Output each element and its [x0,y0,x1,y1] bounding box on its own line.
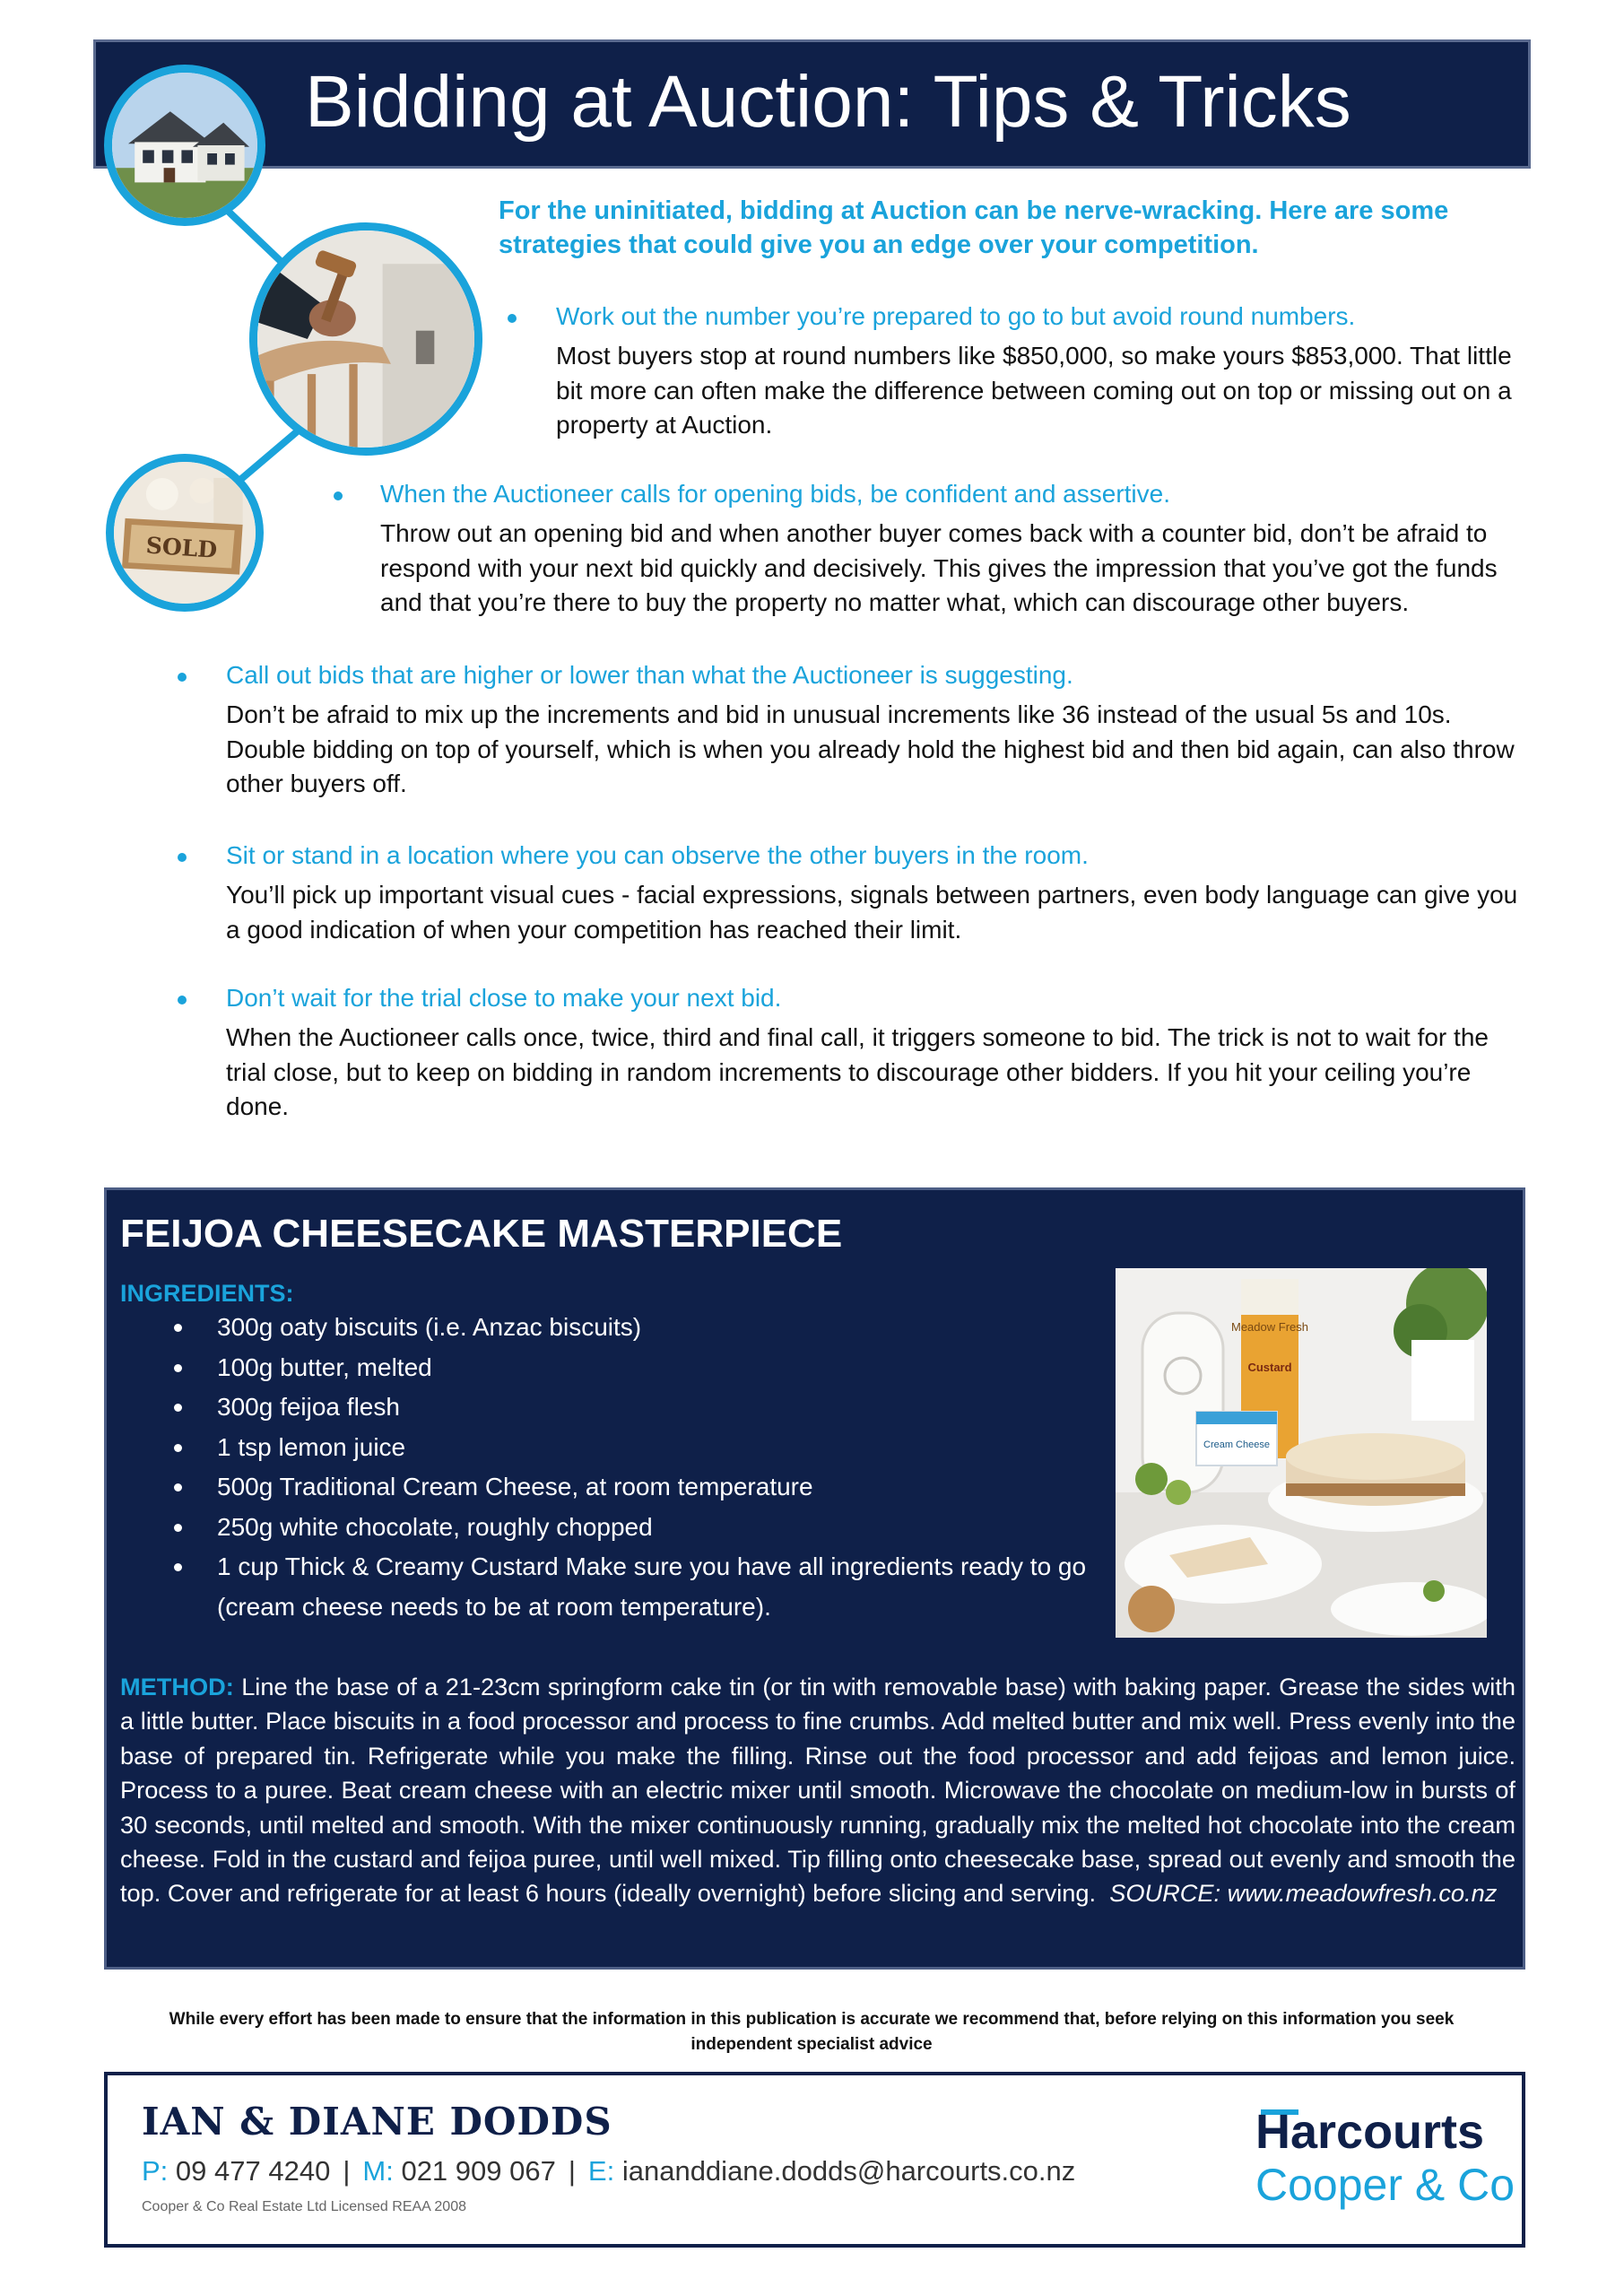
carton-product-text: Custard [1247,1361,1292,1374]
bullet-icon [174,1563,182,1571]
ingredient-item: 100g butter, melted [174,1348,1089,1388]
tub-label-text: Cream Cheese [1203,1439,1270,1450]
gavel-photo [249,222,482,456]
ingredient-item: 250g white chocolate, roughly chopped [174,1508,1089,1548]
cheesecake-photo [1116,1268,1487,1638]
ingredients-label: INGREDIENTS: [120,1280,294,1307]
source-text: SOURCE: www.meadowfresh.co.nz [1109,1879,1498,1908]
bullet-icon [174,1404,182,1412]
tip-body: Don’t be afraid to mix up the increments and bid in unusual increments like 36 instead of the usual 5s and 10s. Double bidding on top of yourself, which is when you already hold the highest bid and then bid again, can also throw other buyers off. [226,700,1515,797]
tip-heading: Sit or stand in a location where you can observe the other buyers in the room. [226,841,1089,869]
tip-heading: When the Auctioneer calls for opening bids, be confident and assertive. [380,480,1170,508]
bullet-icon [178,996,187,1004]
ingredients-list [174,1308,1089,1627]
tip-body: Throw out an opening bid and when another buyer comes back with a counter bid, don’t be afraid to respond with your next bid quickly and decisively. This gives the impression that you’ve got the funds and that you’re there to buy the property no matter what, which can discourage other buyers. [380,519,1498,616]
bullet-icon [178,673,187,682]
ingredient-item: 1 cup Thick & Creamy Custard Make sure you have all ingredients ready to go (cream cheese needs to be at room temperature). [174,1547,1089,1627]
method-text [120,1670,1515,1911]
bullet-icon [174,1364,182,1372]
phone-number[interactable]: 09 477 4240 [175,2155,331,2187]
method-label: METHOD: [120,1673,234,1700]
ingredient-item: 500g Traditional Cream Cheese, at room temperature [174,1467,1089,1508]
tip-item [178,658,1530,802]
tip-body: Most buyers stop at round numbers like $850,000, so make yours $853,000. That little bit more can often make the difference between coming out on top or missing out on a property at Auction. [556,342,1512,439]
contact-line: P: 09 477 4240 | M: 021 909 067 | E: iananddiane.dodds@harcourts.co.nz [142,2155,1076,2187]
method-body: Line the base of a 21-23cm springform cake tin (or tin with removable base) with baking paper. Grease the sides with a little butter. Place biscuits in a food processor and process to fine crumbs. Add melted butter and mix well. Press evenly into the base of prepared tin. Refrigerate while you make the filling. Rinse out the food processor and add feijoas and lemon juice. Process to a puree. Beat cream cheese with an electric mixer until smooth. Microwave the chocolate on medium-low in bursts of 30 seconds, until melted and smooth. With the mixer continuously running, gradually mix the melted hot chocolate into the cream cheese. Fold in the custard and feijoa puree, until well mixed. Tip filling onto cheesecake base, spread out evenly and smooth the top. Cover and refrigerate for at least 6 hours (ideally overnight) before slicing and serving. [120,1673,1515,1908]
intro-text: For the uninitiated, bidding at Auction can be nerve-wracking. Here are some strategies that could give you an edge over your competition. [499,196,1449,259]
bullet-icon [508,314,517,323]
bullet-icon [174,1444,182,1452]
phone-label: P: [142,2155,169,2187]
disclaimer: While every effort has been made to ensure that the information in this publication is accurate we recommend that, before relying on this information you seek independent specialist advice [169,2010,1455,2054]
sold-photo [106,454,264,612]
ingredient-item: 1 tsp lemon juice [174,1428,1089,1468]
tip-heading: Don’t wait for the trial close to make your next bid. [226,984,782,1012]
tip-item [508,300,1530,443]
sold-sign-text: SOLD [144,531,219,563]
bullet-icon [174,1524,182,1532]
mobile-number[interactable]: 021 909 067 [401,2155,556,2187]
bullet-icon [334,491,343,500]
bullet-icon [174,1483,182,1492]
carton-brand-text: Meadow Fresh [1231,1320,1308,1334]
agent-name: IAN & DIANE DODDS [142,2100,612,2144]
email-label: E: [587,2155,615,2187]
ingredient-item: 300g feijoa flesh [174,1387,1089,1428]
tip-body: When the Auctioneer calls once, twice, third and final call, it triggers someone to bid. The trick is not to wait for the trial close, but to keep on bidding in random increments to discourage other bidders. If you hit your ceiling you’re done. [226,1023,1489,1120]
tip-body: You’ll pick up important visual cues - facial expressions, signals between partners, even body language can give you a good indication of when your competition has reached their limit. [226,881,1518,944]
tip-heading: Call out bids that are higher or lower than what the Auctioneer is suggesting. [226,661,1073,689]
license-text: Cooper & Co Real Estate Ltd Licensed REAA 2008 [142,2199,466,2214]
tip-item [334,477,1530,621]
bullet-icon [178,853,187,862]
recipe-title: FEIJOA CHEESECAKE MASTERPIECE [120,1212,843,1256]
house-photo [104,65,265,226]
harcourts-logo: Harcourts [1255,2105,1485,2159]
ingredient-item: 300g oaty biscuits (i.e. Anzac biscuits) [174,1308,1089,1348]
email-link[interactable]: iananddiane.dodds@harcourts.co.nz [621,2155,1076,2187]
tip-item [178,839,1530,947]
cooper-co-logo: Cooper & Co [1255,2160,1515,2210]
tip-heading: Work out the number you’re prepared to go to but avoid round numbers. [556,302,1356,330]
mobile-label: M: [362,2155,394,2187]
bullet-icon [174,1324,182,1332]
page-title: Bidding at Auction: Tips & Tricks [305,61,1351,143]
tip-item [178,981,1530,1125]
